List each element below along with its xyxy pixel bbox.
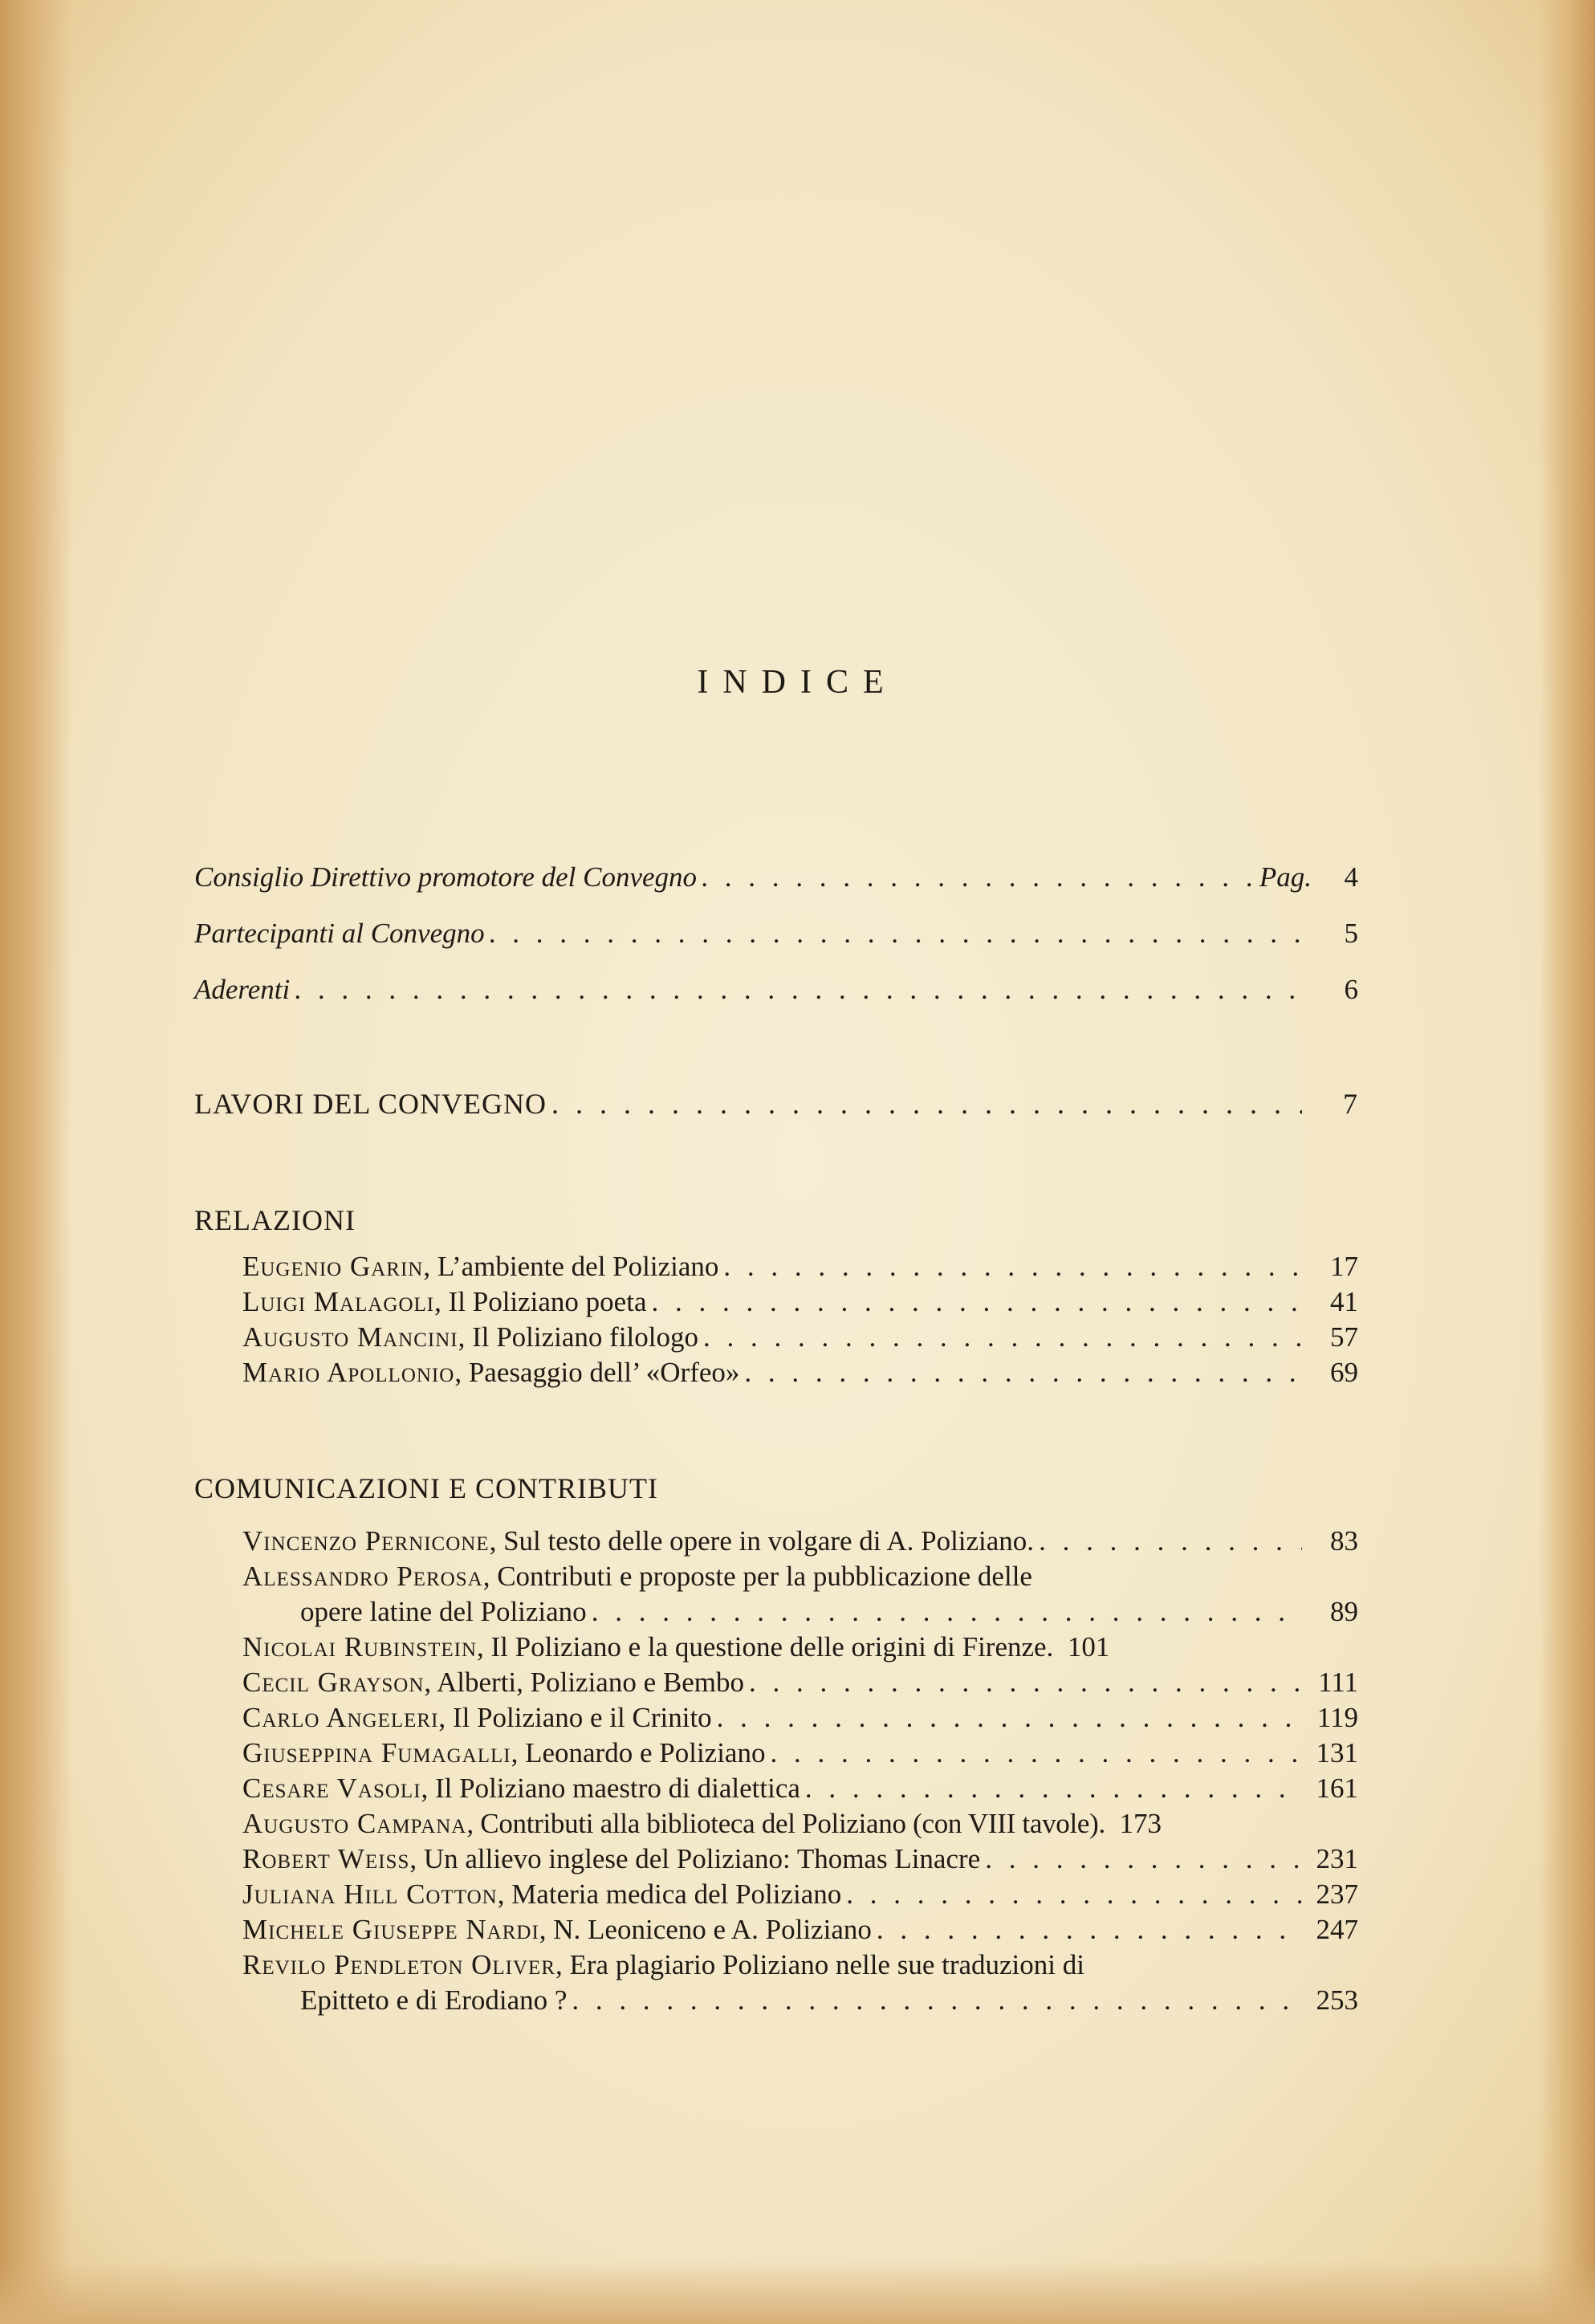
toc-entry[interactable]: Alessandro Perosa, Contributi e proposte per la pubblicazione delle [242,1561,1032,1592]
entry-title: Il Poliziano filologo [472,1321,698,1353]
toc-entry-page: 253 [1316,1984,1358,2016]
entry-author: Cesare Vasoli [242,1773,421,1804]
entry-title: Contributi e proposte per la pubblicazione delle [497,1561,1032,1592]
entry-title: Il Poliziano poeta [448,1286,647,1317]
entry-title: Sul testo delle opere in volgare di A. Poliziano. [503,1525,1035,1557]
toc-entry-page: 7 [1343,1088,1358,1120]
page-label: Pag. [1259,861,1312,893]
entry-title: Alberti, Poliziano e Bembo [437,1667,744,1698]
leader-dots [739,1355,1302,1390]
entry-author: Eugenio Garin [242,1251,424,1282]
entry-title: Il Poliziano e il Crinito [452,1702,712,1733]
entry-title: Un allievo inglese del Poliziano: Thomas Linacre [423,1843,981,1874]
comunicazioni-section [194,1471,1358,2018]
leader-dots [1034,1524,1302,1559]
entry-title: L’ambiente del Poliziano [437,1251,719,1282]
toc-entry-page: 89 [1330,1596,1358,1627]
toc-entry[interactable] [194,972,1358,1007]
entry-author: Juliana Hill Cotton [242,1878,498,1910]
leader-dots [712,1700,1302,1736]
entry-author: Luigi Malagoli [242,1286,435,1317]
toc-entry-page: 237 [1316,1878,1358,1910]
leader-dots [697,860,1253,895]
entry-author: Robert Weiss [242,1843,410,1874]
entry-title: Paesaggio dell’ «Orfeo» [468,1357,740,1388]
entry-author: Augusto Mancini [242,1321,458,1353]
leader-dots [587,1594,1302,1630]
front-matter-list [194,860,1358,1007]
toc-entry-page: 131 [1316,1737,1358,1768]
toc-entry-page: 83 [1330,1525,1358,1557]
toc-entry[interactable]: Augusto Mancini, Il Poliziano filologo . . . 57 [194,1320,1358,1355]
leader-dots [567,1983,1302,2018]
toc-entry-title: Consiglio Direttivo promotore del Convegno [194,861,698,893]
entry-title: Era plagiario Poliziano nelle sue traduzioni di [569,1949,1084,1980]
toc-entry-page: 173 [1119,1808,1162,1839]
toc-entry-page: 57 [1330,1321,1358,1353]
leader-dots [800,1771,1302,1806]
leader-dots [718,1249,1302,1284]
entry-author: Giuseppina Fumagalli [242,1737,511,1768]
toc-entry[interactable] [194,860,1358,895]
toc-entry[interactable]: Eugenio Garin, L’ambiente del Poliziano . . . 17 [194,1249,1358,1284]
toc-entry-page: 41 [1330,1286,1358,1317]
leader-dots [290,972,1302,1007]
toc-entry[interactable] [194,916,1358,951]
entry-author: Nicolai Rubinstein [242,1631,478,1663]
entry-title-cont: opere latine del Poliziano [300,1596,587,1627]
toc-entry-page: 119 [1316,1702,1358,1733]
entry-author: Alessandro Perosa [242,1561,483,1592]
toc-entry[interactable]: Juliana Hill Cotton, Materia medica del Poliziano . . . 237 [194,1877,1358,1912]
toc-entry-page: 69 [1330,1357,1358,1388]
toc-entry-page: 101 [1067,1631,1110,1663]
leader-dots [765,1736,1302,1771]
toc-entry[interactable]: Luigi Malagoli, Il Poliziano poeta . . . 41 [194,1284,1358,1320]
toc-entry[interactable]: Giuseppina Fumagalli, Leonardo e Poliziano . . . 131 [194,1736,1358,1771]
leader-dots [841,1877,1302,1912]
toc-entry-page: 231 [1316,1843,1358,1874]
toc-entry-page: 6 [1344,974,1358,1005]
toc-entry-continuation[interactable] [194,1594,1358,1630]
lavori-section [194,1086,1358,1121]
toc-entry-title: Aderenti [194,974,291,1005]
entry-author: Michele Giuseppe Nardi [242,1914,539,1945]
leader-dots [744,1665,1302,1700]
entry-title: Il Poliziano maestro di dialettica [435,1773,800,1804]
toc-entry-title: LAVORI DEL CONVEGNO [194,1088,547,1120]
entry-author: Mario Apollonio [242,1357,455,1388]
toc-entry-title: Partecipanti al Convegno [194,918,485,949]
relazioni-section [194,1203,1358,1390]
entry-title-cont: Epitteto e di Erodiano ? [300,1984,568,2016]
entry-title: Contributi alla biblioteca del Poliziano (con VIII tavole). [480,1808,1105,1839]
entry-author: Carlo Angeleri [242,1702,439,1733]
leader-dots [646,1284,1302,1320]
toc-entry-page: 111 [1318,1667,1358,1698]
section-heading: COMUNICAZIONI E CONTRIBUTI [194,1472,658,1504]
toc-entry[interactable]: Mario Apollonio, Paesaggio dell’ «Orfeo» . . . 69 [194,1355,1358,1390]
toc-entry[interactable]: Vincenzo Pernicone, Sul testo delle opere in volgare di A. Poliziano. . . . 83 [194,1524,1358,1559]
leader-dots [698,1320,1302,1355]
entry-title: Materia medica del Poliziano [511,1878,842,1910]
page-title: INDICE [697,664,898,701]
toc-entry[interactable]: Revilo Pendleton Oliver, Era plagiario Poliziano nelle sue traduzioni di [242,1949,1084,1980]
entry-author: Cecil Grayson [242,1667,425,1698]
toc-entry[interactable]: Cesare Vasoli, Il Poliziano maestro di dialettica . . . 161 [194,1771,1358,1806]
toc-entry-page: 247 [1316,1914,1358,1945]
entry-title: Leonardo e Poliziano [525,1737,766,1768]
toc-entry-page: 161 [1316,1773,1358,1804]
page-edge-bottom [0,2260,1595,2324]
leader-dots [872,1912,1302,1948]
toc-entry[interactable]: Carlo Angeleri, Il Poliziano e il Crinito . . . 119 [194,1700,1358,1736]
toc-entry-page: 17 [1330,1251,1358,1282]
entry-title: Il Poliziano e la questione delle origini di Firenze. [490,1631,1054,1663]
section-heading: RELAZIONI [194,1204,356,1236]
toc-entry-continuation[interactable] [194,1983,1358,2018]
toc-entry[interactable] [194,1086,1358,1121]
toc-entry[interactable]: Robert Weiss, Un allievo inglese del Poliziano: Thomas Linacre . . . 231 [194,1842,1358,1877]
toc-entry-page: 5 [1344,918,1358,949]
entry-author: Revilo Pendleton Oliver [242,1949,556,1980]
toc-entry[interactable]: Nicolai Rubinstein, Il Poliziano e la questione delle origini di Firenze. 101 [194,1630,1358,1665]
toc-entry-page: 4 [1344,861,1358,893]
toc-entry[interactable]: Cecil Grayson, Alberti, Poliziano e Bembo . . . 111 [194,1665,1358,1700]
leader-dots [485,916,1302,951]
entry-author: Vincenzo Pernicone [242,1525,490,1557]
leader-dots [980,1842,1302,1877]
leader-dots [547,1086,1302,1121]
toc-entry[interactable]: Michele Giuseppe Nardi, N. Leoniceno e A. Poliziano . . . 247 [194,1912,1358,1948]
page-edge-right [1539,0,1595,2324]
entry-title: N. Leoniceno e A. Poliziano [553,1914,872,1945]
toc-entry[interactable]: Augusto Campana, Contributi alla biblioteca del Poliziano (con VIII tavole). 173 [194,1806,1358,1842]
entry-author: Augusto Campana [242,1808,467,1839]
page-edge-left [0,0,72,2324]
